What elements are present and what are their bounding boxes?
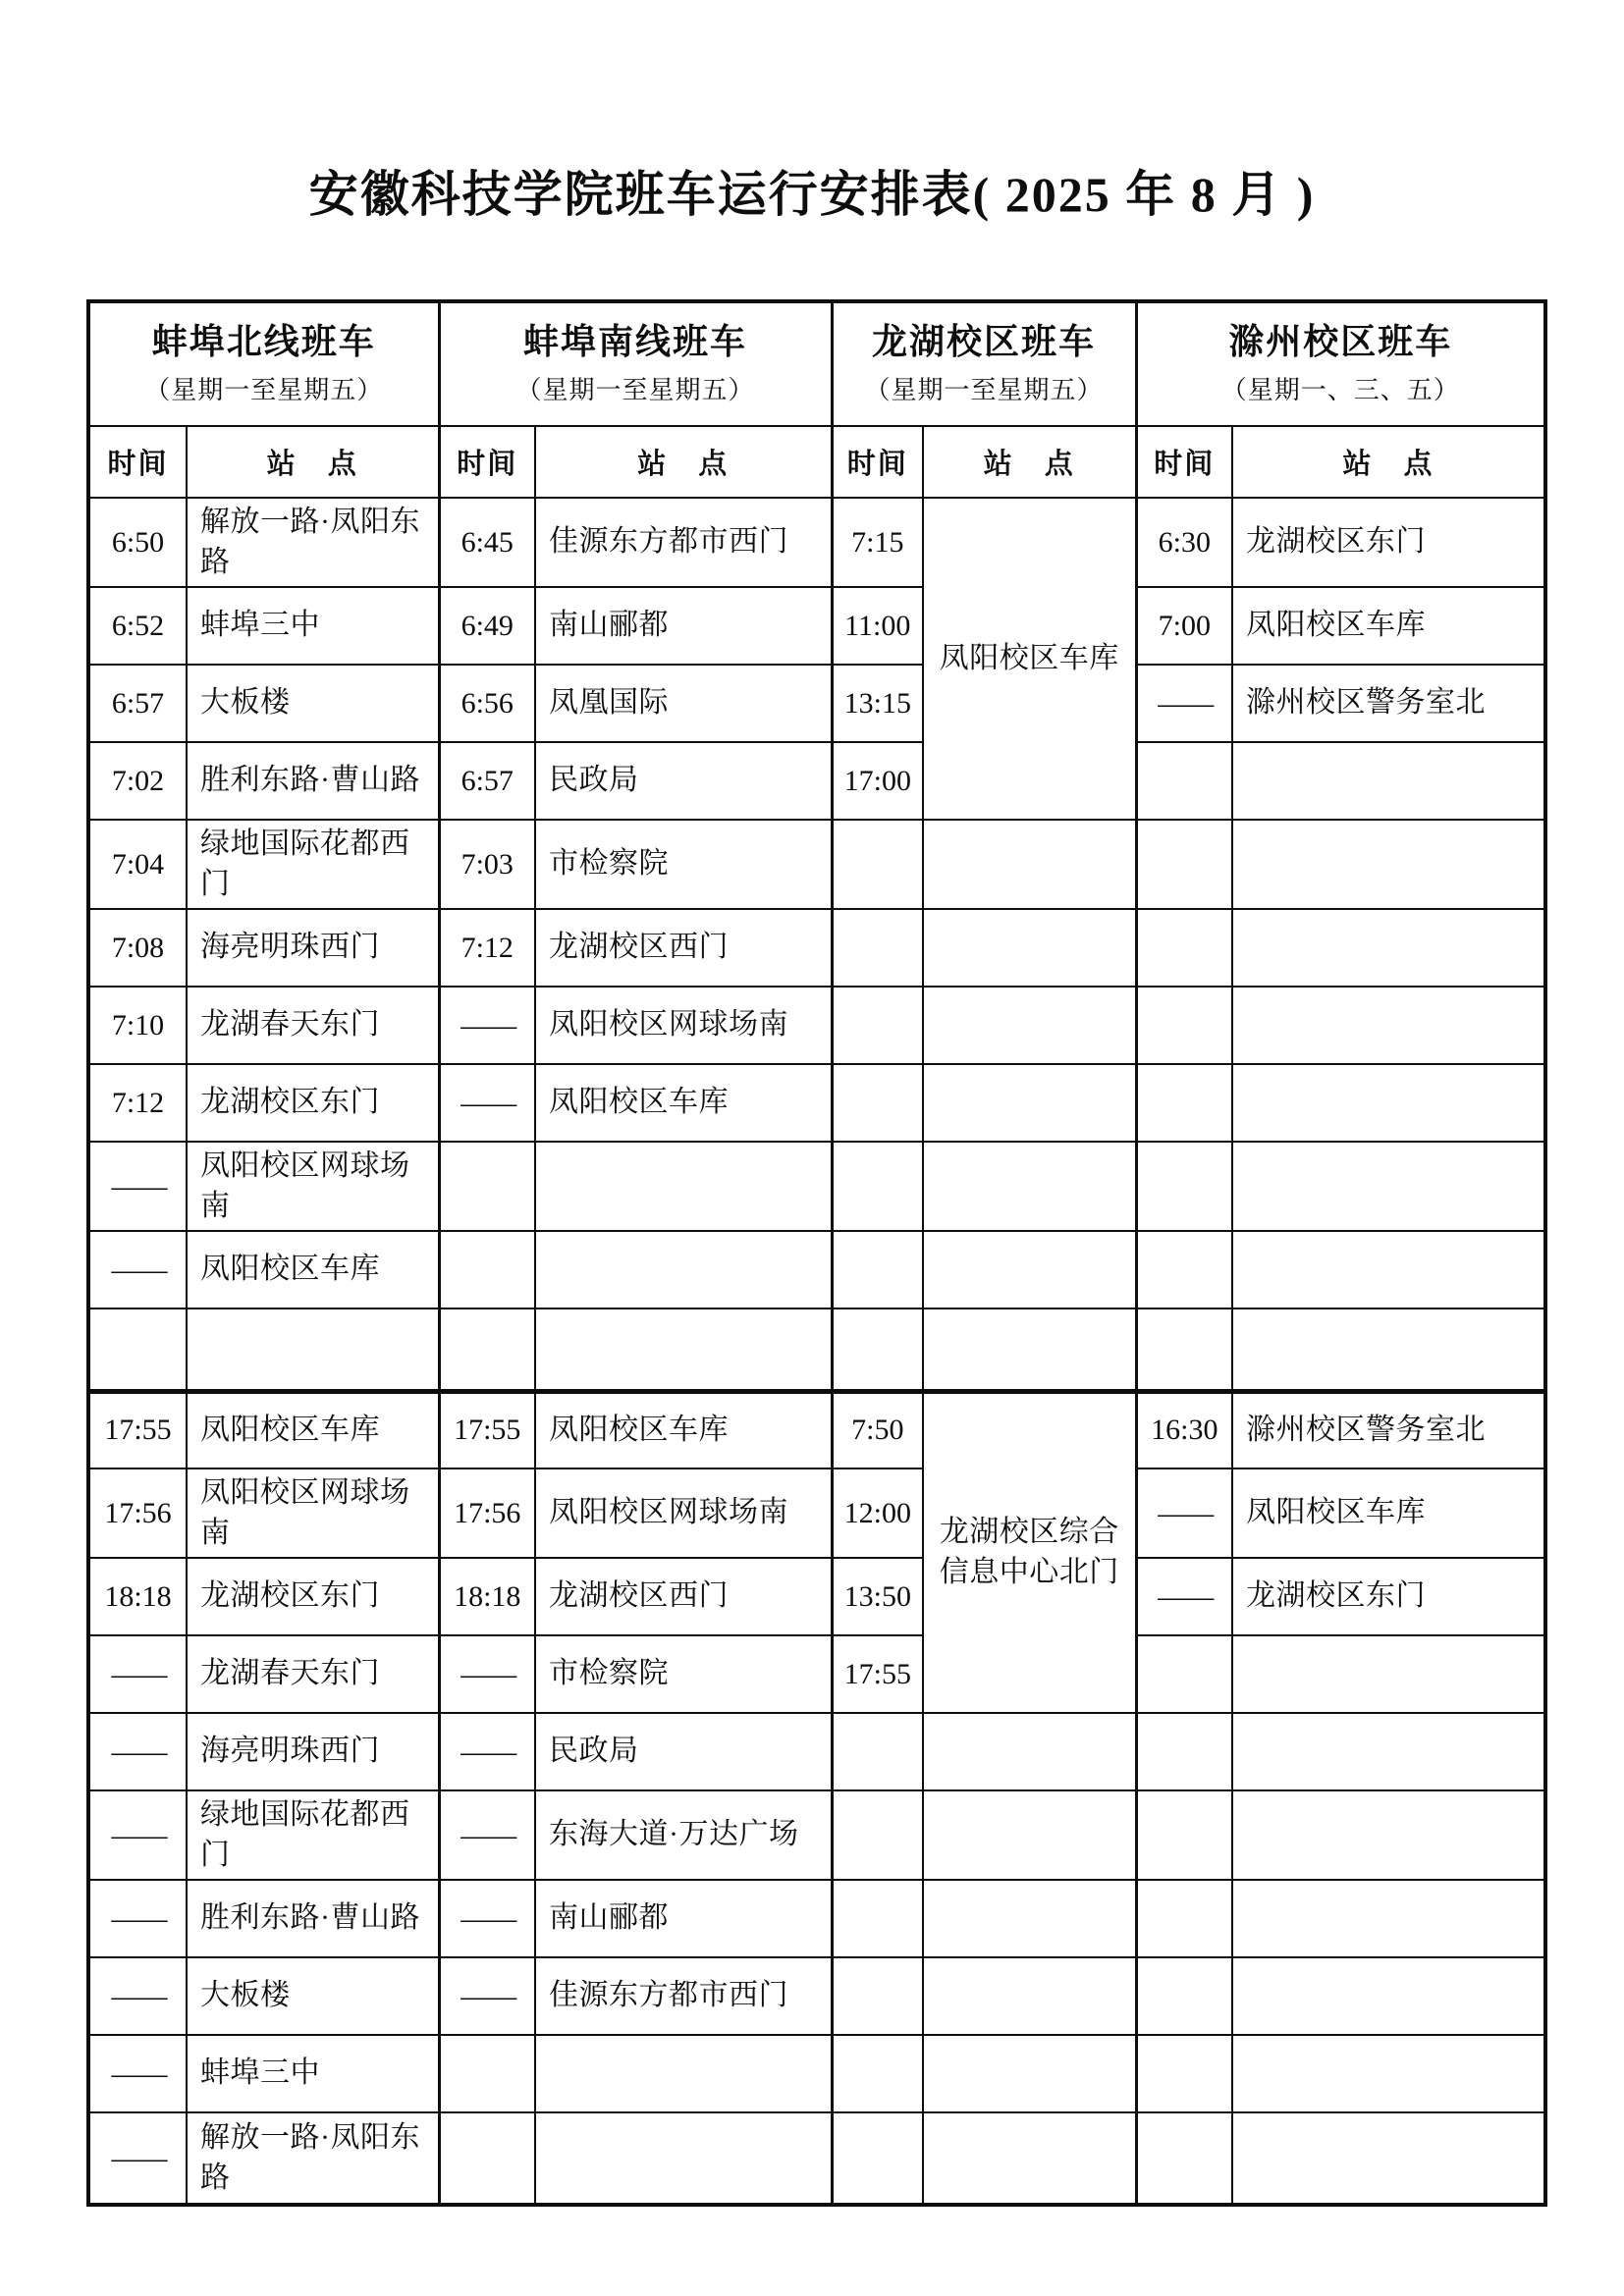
table-row [88, 2035, 1545, 2112]
table-body [88, 498, 1545, 2205]
line-group-title: 蚌埠南线班车 [523, 321, 748, 361]
line-group-title: 龙湖校区班车 [872, 321, 1097, 361]
station-cell [535, 1142, 832, 1231]
time-column-header: 时间 [88, 426, 187, 498]
time-cell [832, 1308, 923, 1391]
time-cell: —— [88, 2035, 187, 2112]
station-cell: 凤阳校区车库 [535, 1064, 832, 1142]
table-row [88, 1558, 1545, 1635]
station-cell: 解放一路·凤阳东路 [187, 2112, 439, 2205]
time-column-header: 时间 [1136, 426, 1232, 498]
time-cell [832, 1790, 923, 1880]
line-group-days: （星期一至星期五） [864, 376, 1104, 405]
time-cell: 6:50 [88, 498, 187, 587]
table-row [88, 1468, 1545, 1558]
station-cell [1232, 742, 1545, 820]
table-header [88, 301, 1545, 498]
time-cell [832, 1064, 923, 1142]
station-cell: 龙湖春天东门 [187, 987, 439, 1064]
station-cell [187, 1308, 439, 1391]
time-cell [832, 2112, 923, 2205]
station-cell [535, 1308, 832, 1391]
time-cell: 18:18 [439, 1558, 535, 1635]
station-cell [923, 1308, 1136, 1391]
station-cell: 龙湖校区西门 [535, 1558, 832, 1635]
station-cell: 龙湖校区西门 [535, 909, 832, 987]
time-cell: 11:00 [832, 587, 923, 665]
time-cell: 7:50 [832, 1391, 923, 1468]
table-row [88, 1880, 1545, 1957]
time-cell: —— [439, 1635, 535, 1713]
time-cell: 6:45 [439, 498, 535, 587]
table-row [88, 1064, 1545, 1142]
station-cell [1232, 987, 1545, 1064]
time-cell [1136, 2035, 1232, 2112]
time-cell [832, 820, 923, 909]
time-cell [1136, 1064, 1232, 1142]
time-cell: —— [439, 1064, 535, 1142]
table-row [88, 987, 1545, 1064]
station-cell: 大板楼 [187, 665, 439, 742]
time-cell [1136, 1231, 1232, 1308]
time-cell [1136, 742, 1232, 820]
time-cell [1136, 1713, 1232, 1790]
station-cell [1232, 1880, 1545, 1957]
time-cell: —— [88, 1790, 187, 1880]
time-cell [832, 1880, 923, 1957]
station-cell [923, 1790, 1136, 1880]
time-cell [1136, 1635, 1232, 1713]
column-header-row [88, 426, 1545, 498]
time-cell: 7:04 [88, 820, 187, 909]
station-cell [535, 1231, 832, 1308]
table-row [88, 1635, 1545, 1713]
station-cell [1232, 1142, 1545, 1231]
station-cell [1232, 1635, 1545, 1713]
time-cell [1136, 1790, 1232, 1880]
time-cell: 7:12 [88, 1064, 187, 1142]
time-cell: 7:12 [439, 909, 535, 987]
table-row [88, 1790, 1545, 1880]
time-cell [1136, 987, 1232, 1064]
station-cell: 市检察院 [535, 820, 832, 909]
time-cell [832, 1142, 923, 1231]
time-cell [1136, 1880, 1232, 1957]
time-cell: 17:55 [832, 1635, 923, 1713]
time-cell: —— [88, 1231, 187, 1308]
station-column-header: 站 点 [535, 426, 832, 498]
time-cell: 7:02 [88, 742, 187, 820]
time-cell: 7:08 [88, 909, 187, 987]
time-cell [1136, 1308, 1232, 1391]
line-group-header [1136, 301, 1545, 426]
station-cell: 龙湖校区东门 [1232, 1558, 1545, 1635]
time-cell: —— [88, 1142, 187, 1231]
station-cell: 市检察院 [535, 1635, 832, 1713]
station-cell: 佳源东方都市西门 [535, 1957, 832, 2035]
line-group-title: 滁州校区班车 [1228, 321, 1453, 361]
document-title: 安徽科技学院班车运行安排表( 2025 年 8 月 ) [308, 167, 1316, 222]
time-cell: —— [88, 2112, 187, 2205]
line-group-days: （星期一、三、五） [1220, 376, 1460, 405]
table-row [88, 2112, 1545, 2205]
table-row [88, 587, 1545, 665]
time-cell: 6:30 [1136, 498, 1232, 587]
station-cell: 龙湖校区东门 [187, 1064, 439, 1142]
time-cell: —— [439, 1713, 535, 1790]
station-cell: 凤阳校区车库 [187, 1391, 439, 1468]
line-group-title: 蚌埠北线班车 [151, 321, 376, 361]
time-cell [832, 1231, 923, 1308]
station-cell: 南山郦都 [535, 1880, 832, 1957]
time-cell [1136, 820, 1232, 909]
station-cell: 绿地国际花都西门 [187, 820, 439, 909]
station-cell: 胜利东路·曹山路 [187, 1880, 439, 1957]
station-cell [1232, 2035, 1545, 2112]
station-column-header: 站 点 [187, 426, 439, 498]
table-row [88, 1391, 1545, 1468]
time-cell: —— [1136, 665, 1232, 742]
time-cell: 17:55 [439, 1391, 535, 1468]
time-cell [832, 2035, 923, 2112]
time-cell: —— [1136, 1468, 1232, 1558]
station-cell [1232, 1231, 1545, 1308]
group-header-row [88, 301, 1545, 426]
time-column-header: 时间 [832, 426, 923, 498]
time-cell: 7:15 [832, 498, 923, 587]
station-cell: 凤阳校区车库 [1232, 587, 1545, 665]
time-cell: 17:56 [88, 1468, 187, 1558]
time-cell: 16:30 [1136, 1391, 1232, 1468]
station-cell [923, 1957, 1136, 2035]
station-cell: 凤阳校区网球场南 [535, 987, 832, 1064]
station-cell [1232, 1957, 1545, 2035]
line-group-header [88, 301, 439, 426]
table-row [88, 1142, 1545, 1231]
station-cell: 龙湖校区综合信息中心北门 [923, 1391, 1136, 1713]
time-cell: —— [439, 1957, 535, 2035]
station-cell [1232, 820, 1545, 909]
time-cell [832, 987, 923, 1064]
line-group-header [439, 301, 832, 426]
time-cell: 6:56 [439, 665, 535, 742]
station-cell: 民政局 [535, 1713, 832, 1790]
station-cell: 胜利东路·曹山路 [187, 742, 439, 820]
time-cell [1136, 1142, 1232, 1231]
time-cell [439, 1308, 535, 1391]
line-group-header [832, 301, 1136, 426]
time-cell [88, 1308, 187, 1391]
bus-schedule-table [86, 299, 1547, 2207]
station-cell: 凤凰国际 [535, 665, 832, 742]
station-cell: 绿地国际花都西门 [187, 1790, 439, 1880]
time-cell: —— [88, 1957, 187, 2035]
station-cell: 龙湖校区东门 [187, 1558, 439, 1635]
station-cell: 佳源东方都市西门 [535, 498, 832, 587]
station-cell [1232, 909, 1545, 987]
station-cell: 南山郦都 [535, 587, 832, 665]
table-row [88, 820, 1545, 909]
time-cell: 6:49 [439, 587, 535, 665]
station-cell: 滁州校区警务室北 [1232, 1391, 1545, 1468]
time-cell: 12:00 [832, 1468, 923, 1558]
time-cell: —— [1136, 1558, 1232, 1635]
station-cell [923, 1142, 1136, 1231]
station-cell [923, 820, 1136, 909]
station-cell: 海亮明珠西门 [187, 1713, 439, 1790]
table-row [88, 1231, 1545, 1308]
table-row [88, 1308, 1545, 1391]
time-column-header: 时间 [439, 426, 535, 498]
station-cell: 民政局 [535, 742, 832, 820]
station-column-header: 站 点 [1232, 426, 1545, 498]
time-cell: 18:18 [88, 1558, 187, 1635]
station-cell: 解放一路·凤阳东路 [187, 498, 439, 587]
table-row [88, 909, 1545, 987]
time-cell: 7:10 [88, 987, 187, 1064]
time-cell: 6:57 [88, 665, 187, 742]
time-cell: 7:00 [1136, 587, 1232, 665]
time-cell: 17:56 [439, 1468, 535, 1558]
line-group-days: （星期一至星期五） [144, 376, 384, 405]
time-cell [439, 2112, 535, 2205]
station-cell [1232, 1064, 1545, 1142]
time-cell [1136, 1957, 1232, 2035]
station-cell [923, 1713, 1136, 1790]
time-cell: 17:00 [832, 742, 923, 820]
time-cell: 7:03 [439, 820, 535, 909]
station-cell: 凤阳校区车库 [1232, 1468, 1545, 1558]
station-cell: 龙湖校区东门 [1232, 498, 1545, 587]
station-cell: 龙湖春天东门 [187, 1635, 439, 1713]
station-cell [923, 1064, 1136, 1142]
time-cell: 6:57 [439, 742, 535, 820]
station-cell [1232, 1308, 1545, 1391]
station-cell [923, 909, 1136, 987]
station-cell [923, 2112, 1136, 2205]
station-cell: 蚌埠三中 [187, 2035, 439, 2112]
station-cell [923, 2035, 1136, 2112]
table-row [88, 1713, 1545, 1790]
time-cell: —— [439, 1880, 535, 1957]
time-cell [832, 1713, 923, 1790]
line-group-days: （星期一至星期五） [515, 376, 755, 405]
time-cell: —— [88, 1635, 187, 1713]
station-cell [923, 1231, 1136, 1308]
time-cell: 6:52 [88, 587, 187, 665]
time-cell [439, 1142, 535, 1231]
station-cell [923, 1880, 1136, 1957]
station-cell [1232, 1790, 1545, 1880]
time-cell [439, 1231, 535, 1308]
station-cell [535, 2112, 832, 2205]
station-cell: 蚌埠三中 [187, 587, 439, 665]
time-cell [832, 909, 923, 987]
time-cell [832, 1957, 923, 2035]
station-cell: 凤阳校区网球场南 [187, 1142, 439, 1231]
station-cell: 东海大道·万达广场 [535, 1790, 832, 1880]
station-cell: 凤阳校区网球场南 [187, 1468, 439, 1558]
time-cell [1136, 909, 1232, 987]
station-cell: 滁州校区警务室北 [1232, 665, 1545, 742]
time-cell: —— [88, 1713, 187, 1790]
table-row [88, 665, 1545, 742]
station-cell: 凤阳校区车库 [535, 1391, 832, 1468]
station-cell: 凤阳校区车库 [923, 498, 1136, 820]
table-row [88, 742, 1545, 820]
time-cell: —— [439, 987, 535, 1064]
station-cell: 大板楼 [187, 1957, 439, 2035]
table-row [88, 498, 1545, 587]
station-cell: 凤阳校区车库 [187, 1231, 439, 1308]
station-column-header: 站 点 [923, 426, 1136, 498]
time-cell [1136, 2112, 1232, 2205]
station-cell [1232, 1713, 1545, 1790]
station-cell [923, 987, 1136, 1064]
time-cell: 13:15 [832, 665, 923, 742]
time-cell: —— [88, 1880, 187, 1957]
station-cell [535, 2035, 832, 2112]
time-cell: —— [439, 1790, 535, 1880]
station-cell: 凤阳校区网球场南 [535, 1468, 832, 1558]
table-row [88, 1957, 1545, 2035]
time-cell [439, 2035, 535, 2112]
time-cell: 17:55 [88, 1391, 187, 1468]
station-cell [1232, 2112, 1545, 2205]
station-cell: 海亮明珠西门 [187, 909, 439, 987]
time-cell: 13:50 [832, 1558, 923, 1635]
